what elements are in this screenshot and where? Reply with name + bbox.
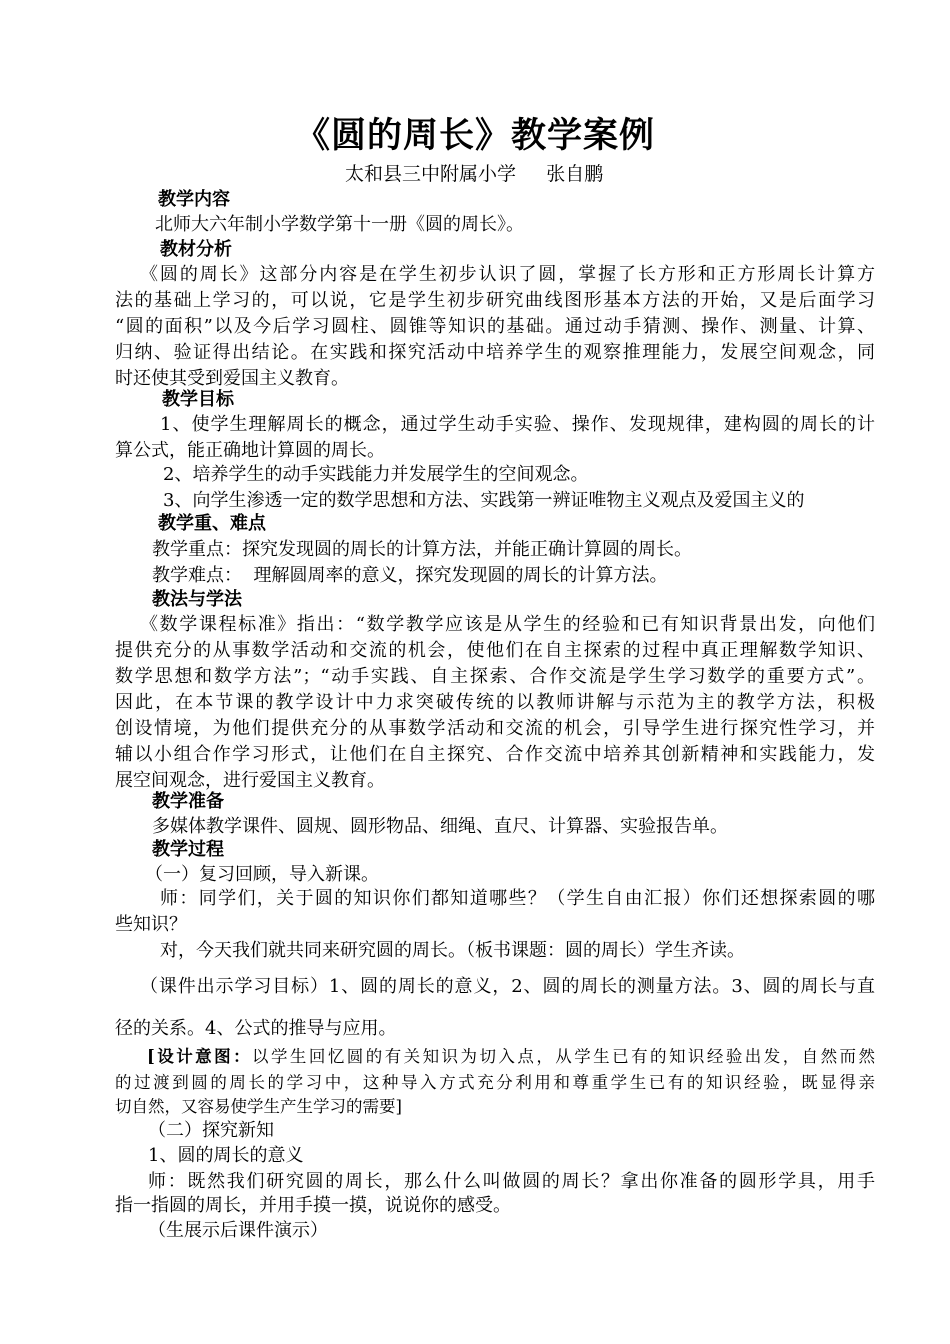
goals-shown-line: 径的关系。4、公式的推导与应用。: [115, 1018, 397, 1039]
teacher-line: 师：既然我们研究圆的周长，那么什么叫做圆的周长？拿出你准备的圆形学具，用手: [148, 1171, 875, 1192]
analysis-line: 时还使其受到爱国主义教育。: [115, 368, 349, 389]
preparation-text: 多媒体教学课件、圆规、圆形物品、细绳、直尺、计算器、实验报告单。: [152, 816, 728, 837]
process-part1-title: （一）复习回顾，导入新课。: [145, 864, 379, 885]
design-intent-line: 的过渡到圆的周长的学习中，这种导入方式充分利用和尊重学生已有的知识经验，既显得亲: [115, 1073, 875, 1092]
methods-line: 辅以小组合作学习形式，让他们在自主探究、合作交流中培养其创新精神和实践能力，发: [115, 744, 875, 765]
analysis-line: “圆的面积”以及今后学习圆柱、圆锥等知识的基础。通过动手猜测、操作、测量、计算、: [115, 316, 875, 337]
page-title: 《圆的周长》教学案例: [294, 115, 655, 156]
goal-line: 3、向学生渗透一定的数学思想和方法、实践第一辨证唯物主义观点及爱国主义的: [163, 490, 805, 511]
content-text: 北师大六年制小学数学第十一册《圆的周长》。: [155, 214, 524, 235]
heading-methods: 教法与学法: [152, 589, 242, 610]
goal-line: 1、使学生理解周长的概念，通过学生动手实验、操作、发现规律，建构圆的周长的计: [160, 414, 875, 435]
teacher-line: 指一指圆的周长，并用手摸一摸，说说你的感受。: [115, 1195, 511, 1216]
author-line: 太和县三中附属小学 张自鹏: [345, 163, 604, 185]
analysis-line: 《圆的周长》这部分内容是在学生初步认识了圆，掌握了长方形和正方形周长计算方: [140, 264, 875, 285]
design-intent-label: [设计意图：: [147, 1047, 253, 1066]
heading-content: 教学内容: [158, 189, 230, 210]
design-intent-line: 切自然，又容易使学生产生学习的需要]: [115, 1097, 402, 1116]
teacher-line: 师：同学们，关于圆的知识你们都知道哪些？（学生自由汇报）你们还想探索圆的哪: [160, 888, 875, 909]
methods-line: 《数学课程标准》指出：“数学教学应该是从学生的经验和已有知识背景出发，向他们: [140, 614, 875, 635]
difficult-point-text: 教学难点： 理解圆周率的意义，探究发现圆的周长的计算方法。: [152, 565, 668, 586]
goal-line: 算公式，能正确地计算圆的周长。: [115, 440, 385, 461]
methods-line: 提供充分的从事数学活动和交流的机会，使他们在自主探索的过程中真正理解数学知识、: [115, 640, 875, 661]
analysis-line: 归纳、验证得出结论。在实践和探究活动中培养学生的观察推理能力，发展空间观念，同: [115, 342, 875, 363]
heading-preparation: 教学准备: [152, 791, 224, 812]
heading-analysis: 教材分析: [160, 239, 232, 260]
heading-process: 教学过程: [152, 839, 224, 860]
methods-line: 创设情境，为他们提供充分的从事数学活动和交流的机会，引导学生进行探究性学习，并: [115, 718, 875, 739]
goals-shown-line: （课件出示学习目标）1、圆的周长的意义，2、圆的周长的测量方法。3、圆的周长与直: [140, 976, 875, 997]
goal-line: 2、培养学生的动手实践能力并发展学生的空间观念。: [163, 464, 589, 485]
design-intent-line: [147, 1044, 875, 1070]
analysis-line: 法的基础上学习的，可以说，它是学生初步研究曲线图形基本方法的开始，又是后面学习: [115, 290, 875, 311]
heading-key-points: 教学重、难点: [158, 513, 266, 534]
key-point-text: 教学重点：探究发现圆的周长的计算方法，并能正确计算圆的周长。: [152, 539, 692, 560]
teacher-line: 对，今天我们就共同来研究圆的周长。（板书课题：圆的周长）学生齐读。: [160, 940, 745, 961]
heading-goals: 教学目标: [162, 389, 234, 410]
methods-line: 数学思想和数学方法”；“动手实践、自主探索、合作交流是学生学习数学的重要方式”。: [115, 666, 875, 687]
methods-line: 展空间观念，进行爱国主义教育。: [115, 770, 385, 791]
process-part2-title: （二）探究新知: [148, 1120, 274, 1141]
teacher-line: 些知识？: [115, 914, 187, 935]
sub-section-title: 1、圆的周长的意义: [148, 1145, 304, 1166]
demo-note: （生展示后课件演示）: [148, 1220, 328, 1241]
design-intent-text: 以学生回忆圆的有关知识为切入点，从学生已有的知识经验出发，自然而然: [252, 1047, 875, 1066]
methods-line: 因此，在本节课的教学设计中力求突破传统的以教师讲解与示范为主的教学方法，积极: [115, 692, 875, 713]
